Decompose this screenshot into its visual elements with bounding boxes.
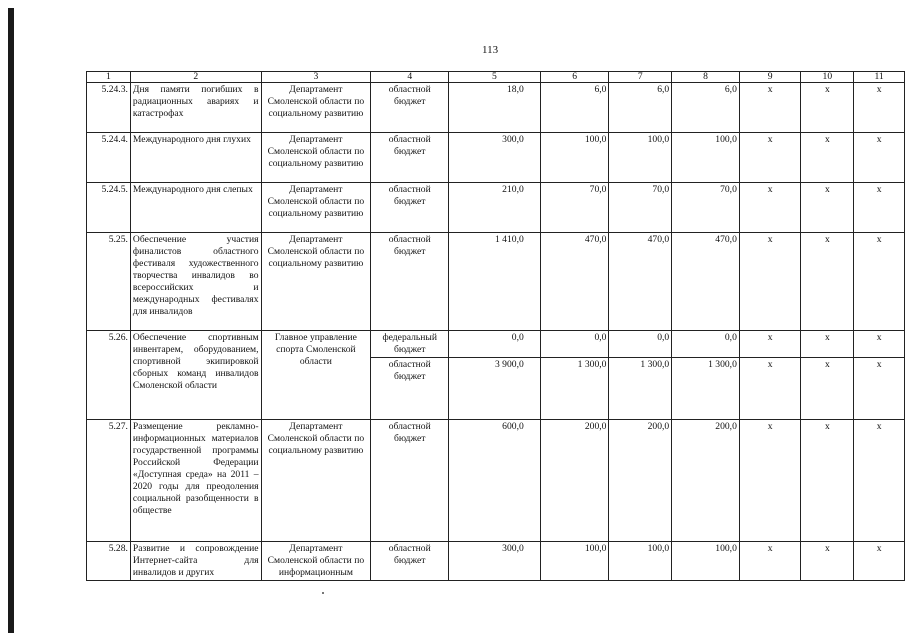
mark-col-11: x: [854, 83, 905, 133]
mark-col-11: x: [854, 542, 905, 581]
value-year-1: 100,0: [540, 133, 609, 183]
header-col-4: 4: [371, 72, 449, 83]
value-total: 1 410,0: [449, 233, 541, 331]
row-number: 5.26.: [87, 331, 131, 420]
mark-col-11: x: [854, 183, 905, 233]
executor: Департамент Смоленской области по социальному развитию: [261, 420, 371, 542]
mark-col-11: x: [854, 233, 905, 331]
table-row: [87, 233, 905, 331]
value-year-1: 100,0: [540, 542, 609, 581]
executor: Департамент Смоленской области по социальному развитию: [261, 133, 371, 183]
measure-name: [130, 331, 261, 420]
header-col-3: 3: [261, 72, 371, 83]
funding-source: областной бюджет: [371, 420, 449, 542]
budget-table: [86, 71, 905, 581]
table-row: [87, 183, 905, 233]
measure-name: [130, 133, 261, 183]
row-number: 5.24.5.: [87, 183, 131, 233]
mark-col-10: x: [801, 233, 854, 331]
mark-col-10: x: [801, 542, 854, 581]
measure-name: [130, 233, 261, 331]
value-year-3: 100,0: [672, 542, 740, 581]
value-year-2: 470,0: [609, 233, 672, 331]
value-year-3: 1 300,0: [672, 358, 740, 420]
table-row: [87, 83, 905, 133]
mark-col-10: x: [801, 83, 854, 133]
measure-name: [130, 83, 261, 133]
header-col-6: 6: [540, 72, 609, 83]
mark-col-10: x: [801, 331, 854, 358]
measure-name-text: Дня памяти погибших в радиационных авариях и катастрофах: [132, 84, 259, 119]
measure-name-text: Международного дня глухих: [132, 134, 251, 145]
measure-name-text: Международного дня слепых: [132, 184, 253, 195]
header-col-11: 11: [854, 72, 905, 83]
mark-col-11: x: [854, 358, 905, 420]
mark-col-9: x: [739, 331, 801, 358]
row-number: 5.28.: [87, 542, 131, 581]
executor: Департамент Смоленской области по социальному развитию: [261, 183, 371, 233]
value-year-2: 0,0: [609, 331, 672, 358]
value-year-2: 1 300,0: [609, 358, 672, 420]
measure-name: [130, 420, 261, 542]
funding-source: областной бюджет: [371, 233, 449, 331]
funding-source: федеральный бюджет: [371, 331, 449, 358]
mark-col-9: x: [739, 183, 801, 233]
header-col-7: 7: [609, 72, 672, 83]
value-year-2: 200,0: [609, 420, 672, 542]
mark-col-10: x: [801, 183, 854, 233]
row-number: 5.25.: [87, 233, 131, 331]
header-col-9: 9: [739, 72, 801, 83]
value-year-2: 70,0: [609, 183, 672, 233]
table-row: [87, 133, 905, 183]
value-year-1: 1 300,0: [540, 358, 609, 420]
funding-source: областной бюджет: [371, 183, 449, 233]
value-total: 300,0: [449, 133, 541, 183]
row-number: 5.27.: [87, 420, 131, 542]
scan-speck: [322, 592, 324, 594]
value-year-3: 200,0: [672, 420, 740, 542]
binding-edge: [8, 8, 14, 633]
mark-col-9: x: [739, 83, 801, 133]
table-row: [87, 542, 905, 581]
value-year-2: 100,0: [609, 133, 672, 183]
value-total: 600,0: [449, 420, 541, 542]
measure-name-text: Обеспечение спортивным инвентарем, оборудованием, спортивной экипировкой сборных команд инвалидов Смоленской области: [132, 332, 259, 391]
mark-col-11: x: [854, 331, 905, 358]
value-year-3: 6,0: [672, 83, 740, 133]
value-year-1: 6,0: [540, 83, 609, 133]
value-year-2: 6,0: [609, 83, 672, 133]
value-total: 300,0: [449, 542, 541, 581]
value-total: 0,0: [449, 331, 541, 358]
value-year-1: 0,0: [540, 331, 609, 358]
mark-col-9: x: [739, 133, 801, 183]
funding-source: областной бюджет: [371, 542, 449, 581]
table-row: [87, 331, 905, 358]
funding-source: областной бюджет: [371, 358, 449, 420]
value-total: 210,0: [449, 183, 541, 233]
executor: Департамент Смоленской области по социальному развитию: [261, 233, 371, 331]
executor: Главное управление спорта Смоленской области: [261, 331, 371, 420]
value-year-2: 100,0: [609, 542, 672, 581]
header-col-10: 10: [801, 72, 854, 83]
mark-col-11: x: [854, 133, 905, 183]
measure-name-text: Размещение рекламно-информационных материалов государственной программы Российской Федерации «Доступная среда» на 2011 – 2020 годы для преодоления социальной разобщенности в обществе: [132, 421, 259, 516]
table-header-row: [87, 72, 905, 83]
table-row: [87, 420, 905, 542]
measure-name: [130, 183, 261, 233]
value-year-3: 470,0: [672, 233, 740, 331]
header-col-2: 2: [130, 72, 261, 83]
header-col-8: 8: [672, 72, 740, 83]
page-number: 113: [482, 44, 499, 56]
row-number: 5.24.3.: [87, 83, 131, 133]
mark-col-9: x: [739, 420, 801, 542]
mark-col-10: x: [801, 420, 854, 542]
value-total: 18,0: [449, 83, 541, 133]
measure-name-text: Развитие и сопровождение Интернет-сайта для инвалидов и других: [132, 543, 259, 578]
measure-name-text: Обеспечение участия финалистов областного фестиваля художественного творчества инвалидов во всероссийских и международных фестивалях для инвалидов: [132, 234, 259, 317]
mark-col-9: x: [739, 358, 801, 420]
header-col-5: 5: [449, 72, 541, 83]
mark-col-9: x: [739, 233, 801, 331]
value-year-3: 0,0: [672, 331, 740, 358]
value-year-3: 100,0: [672, 133, 740, 183]
value-year-1: 200,0: [540, 420, 609, 542]
value-year-3: 70,0: [672, 183, 740, 233]
funding-source: областной бюджет: [371, 133, 449, 183]
funding-source: областной бюджет: [371, 83, 449, 133]
header-col-1: 1: [87, 72, 131, 83]
row-number: 5.24.4.: [87, 133, 131, 183]
value-year-1: 70,0: [540, 183, 609, 233]
measure-name: [130, 542, 261, 581]
value-year-1: 470,0: [540, 233, 609, 331]
mark-col-10: x: [801, 133, 854, 183]
mark-col-9: x: [739, 542, 801, 581]
executor: Департамент Смоленской области по информационным: [261, 542, 371, 581]
mark-col-11: x: [854, 420, 905, 542]
value-total: 3 900,0: [449, 358, 541, 420]
mark-col-10: x: [801, 358, 854, 420]
executor: Департамент Смоленской области по социальному развитию: [261, 83, 371, 133]
